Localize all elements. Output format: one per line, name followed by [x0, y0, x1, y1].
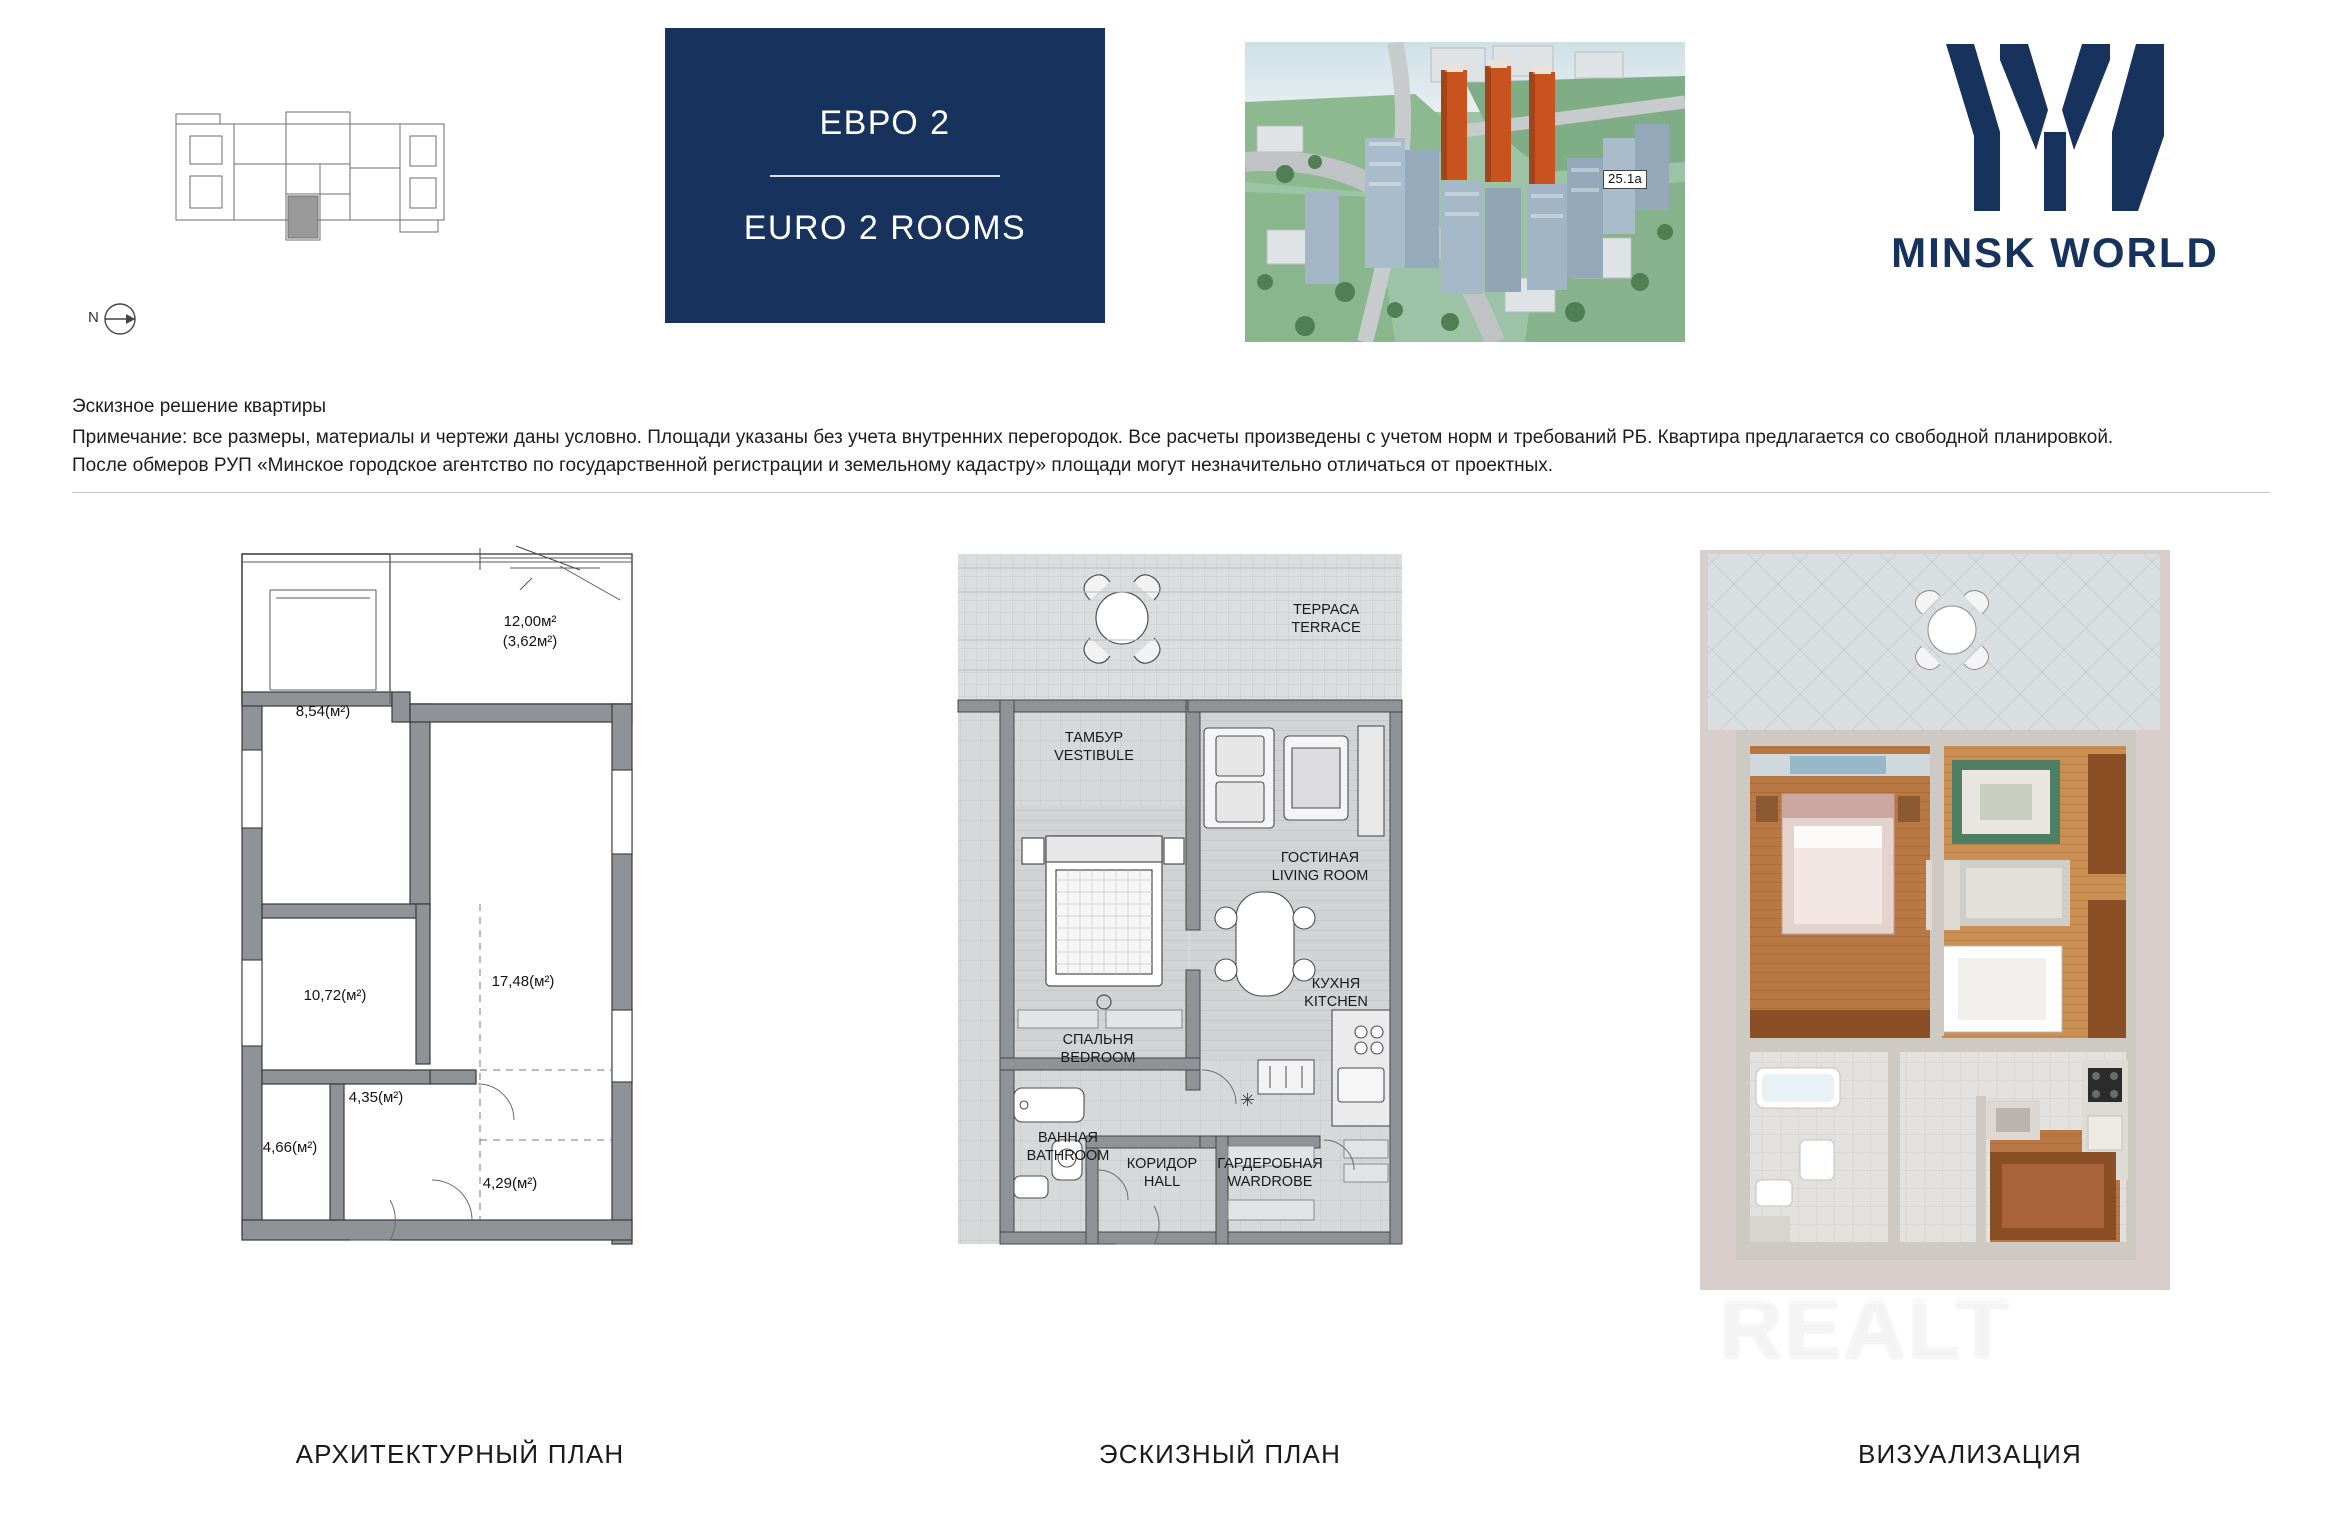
- aerial-building-badge: 25.1а: [1603, 170, 1647, 189]
- disclaimer-notes: [72, 396, 2272, 479]
- caption-visualization: ВИЗУАЛИЗАЦИЯ: [1857, 1439, 2083, 1469]
- panel-architectural-plan: [110, 540, 810, 1480]
- room-label-wardrobe-en: WARDROBE: [1227, 1174, 1313, 1190]
- room-label-kitchen-en: KITCHEN: [1304, 994, 1368, 1010]
- header-divider: [72, 492, 2270, 493]
- aerial-render-image: [1245, 42, 1685, 342]
- area-label-bathroom: 4,66(м²): [262, 1139, 318, 1156]
- room-label-living-ru: ГОСТИНАЯ: [1280, 850, 1360, 866]
- north-label: N: [88, 309, 99, 326]
- visualization-render: [1620, 540, 2320, 1390]
- north-arrow: [88, 295, 168, 345]
- title-ru: ЕВРО 2: [819, 103, 951, 142]
- area-label-terrace-1: 12,00м²: [503, 613, 557, 630]
- brand-logo: [1840, 40, 2270, 320]
- room-label-vestibule-ru: ТАМБУР: [1064, 730, 1124, 746]
- room-label-bathroom-ru: ВАННАЯ: [1038, 1130, 1098, 1146]
- watermark-text: REALT: [1720, 1281, 2011, 1377]
- notes-title: Эскизное решение квартиры: [72, 396, 327, 417]
- svg-text:✳: ✳: [1240, 1090, 1256, 1110]
- room-label-living-en: LIVING ROOM: [1271, 868, 1369, 884]
- area-label-terrace-2: (3,62м²): [502, 633, 558, 650]
- mw-monogram-icon: [1940, 40, 2170, 215]
- room-label-hall-ru: КОРИДОР: [1126, 1156, 1198, 1172]
- room-label-vestibule-en: VESTIBULE: [1054, 748, 1134, 764]
- room-label-bathroom-en: BATHROOM: [1026, 1148, 1110, 1164]
- room-label-bedroom-en: BEDROOM: [1060, 1050, 1136, 1066]
- room-label-hall-en: HALL: [1143, 1174, 1181, 1190]
- area-label-living: 17,48(м²): [491, 973, 555, 990]
- area-label-wardrobe: 4,29(м²): [482, 1175, 538, 1192]
- room-label-kitchen-ru: КУХНЯ: [1311, 976, 1361, 992]
- architectural-plan-drawing: [110, 540, 810, 1390]
- caption-architectural-plan: АРХИТЕКТУРНЫЙ ПЛАН: [295, 1439, 625, 1469]
- title-en: EURO 2 ROOMS: [743, 208, 1027, 247]
- area-label-vestibule: 8,54(м²): [295, 703, 351, 720]
- area-label-hall: 4,35(м²): [348, 1089, 404, 1106]
- header: [0, 0, 2338, 370]
- sketch-plan-drawing: [870, 540, 1570, 1390]
- panel-sketch-plan: [870, 540, 1570, 1480]
- caption-sketch-plan: ЭСКИЗНЫЙ ПЛАН: [1098, 1439, 1342, 1469]
- notes-line-1: Примечание: все размеры, материалы и чертежи даны условно. Площади указаны без учета внутренних перегородок. Все расчеты произведены с учетом норм и требований РБ. Квартира предлагается со свободной планировкой.: [72, 427, 2114, 448]
- panel-visualization: [1620, 540, 2320, 1480]
- room-label-terrace-en: TERRACE: [1291, 620, 1361, 636]
- area-label-bedroom: 10,72(м²): [303, 987, 367, 1004]
- room-label-bedroom-ru: СПАЛЬНЯ: [1062, 1032, 1134, 1048]
- room-label-terrace-ru: ТЕРРАСА: [1292, 602, 1360, 618]
- title-box: [665, 28, 1105, 323]
- room-label-wardrobe-ru: ГАРДЕРОБНАЯ: [1217, 1156, 1323, 1172]
- title-divider: [770, 175, 1000, 177]
- brand-name: MINSK WORLD: [1891, 229, 2219, 276]
- floor-key-plan: [170, 100, 450, 250]
- plans-row: [0, 540, 2338, 1480]
- notes-line-2: После обмеров РУП «Минское городское агентство по государственной регистрации и земельному кадастру» площади могут незначительно отличаться от проектных.: [72, 454, 1554, 476]
